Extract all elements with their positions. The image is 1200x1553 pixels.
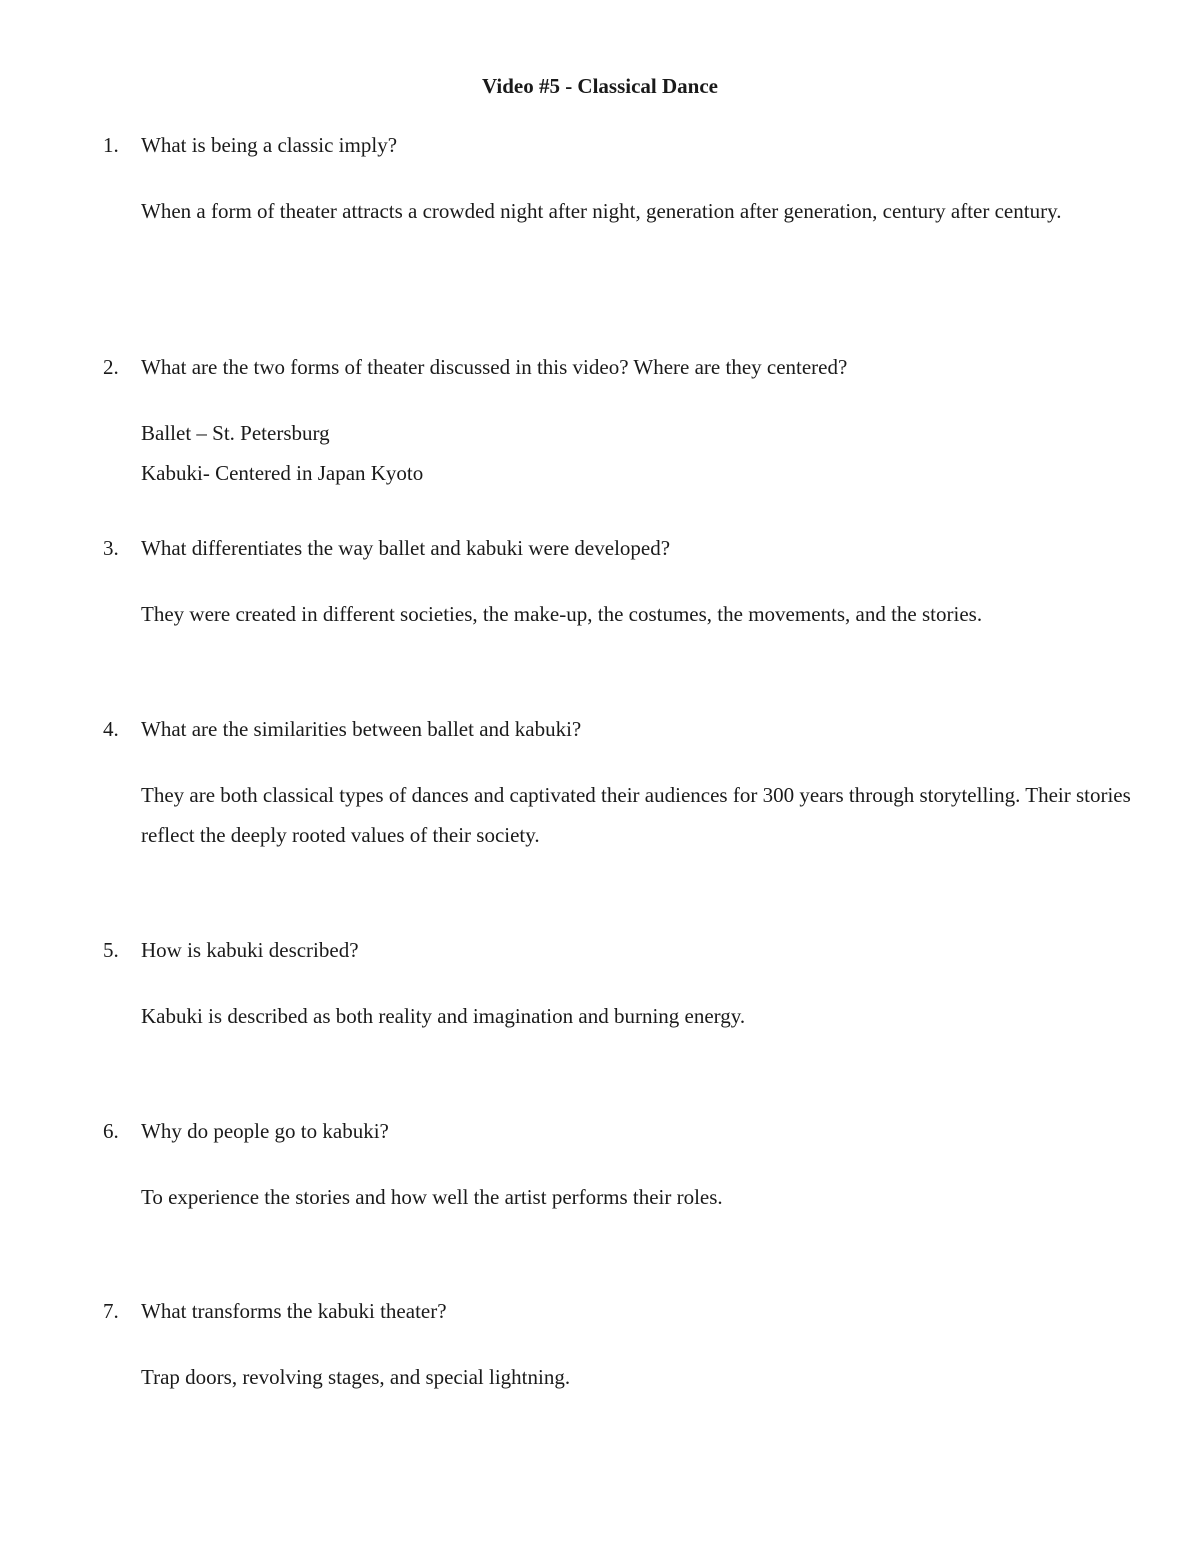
qa-item-4 — [103, 715, 1143, 855]
question-text: Why do people go to kabuki? — [141, 1119, 389, 1143]
question-text: What are the two forms of theater discussed in this video? Where are they centered? — [141, 355, 848, 379]
question-number: 2. — [103, 355, 119, 379]
answer-text: Kabuki- Centered in Japan Kyoto — [141, 461, 424, 485]
question-text: What transforms the kabuki theater? — [141, 1299, 447, 1323]
answer-text: To experience the stories and how well the artist performs their roles. — [141, 1185, 723, 1209]
document-title: Video #5 - Classical Dance — [481, 74, 719, 98]
question-text: What is being a classic imply? — [141, 133, 398, 157]
question-number: 3. — [103, 536, 119, 560]
question-text: What differentiates the way ballet and kabuki were developed? — [141, 536, 671, 560]
question-4 — [103, 715, 1143, 743]
question-1 — [103, 131, 1143, 159]
question-number: 7. — [103, 1299, 119, 1323]
question-3 — [103, 534, 1143, 562]
answer-2 — [103, 413, 1143, 493]
qa-item-2 — [103, 353, 1143, 493]
qa-item-3 — [103, 534, 1143, 634]
answer-6 — [103, 1177, 1143, 1217]
question-7 — [103, 1297, 1143, 1325]
question-number: 5. — [103, 938, 119, 962]
answer-text: Trap doors, revolving stages, and special lightning. — [141, 1365, 571, 1389]
question-text: What are the similarities between ballet and kabuki? — [141, 717, 582, 741]
question-number: 6. — [103, 1119, 119, 1143]
question-2 — [103, 353, 1143, 381]
question-5 — [103, 936, 1143, 964]
answer-text: Kabuki is described as both reality and imagination and burning energy. — [141, 1004, 746, 1028]
answer-text: When a form of theater attracts a crowded night after night, generation after generation, century after century. — [141, 199, 1062, 223]
qa-item-6 — [103, 1117, 1143, 1217]
answer-1 — [103, 191, 1143, 231]
answer-5 — [103, 996, 1143, 1036]
answer-3 — [103, 594, 1143, 634]
qa-item-7 — [103, 1297, 1143, 1397]
answer-text: Ballet – St. Petersburg — [141, 421, 330, 445]
qa-item-1 — [103, 131, 1143, 231]
question-6 — [103, 1117, 1143, 1145]
answer-4 — [103, 775, 1143, 855]
answer-text: They were created in different societies, the make-up, the costumes, the movements, and the stories. — [141, 602, 983, 626]
question-text: How is kabuki described? — [141, 938, 359, 962]
question-number: 1. — [103, 133, 119, 157]
answer-7 — [103, 1357, 1143, 1397]
answer-text: They are both classical types of dances and captivated their audiences for 300 years through storytelling. Their stories reflect the deeply rooted values of their society. — [141, 783, 1131, 847]
question-number: 4. — [103, 717, 119, 741]
qa-item-5 — [103, 936, 1143, 1036]
